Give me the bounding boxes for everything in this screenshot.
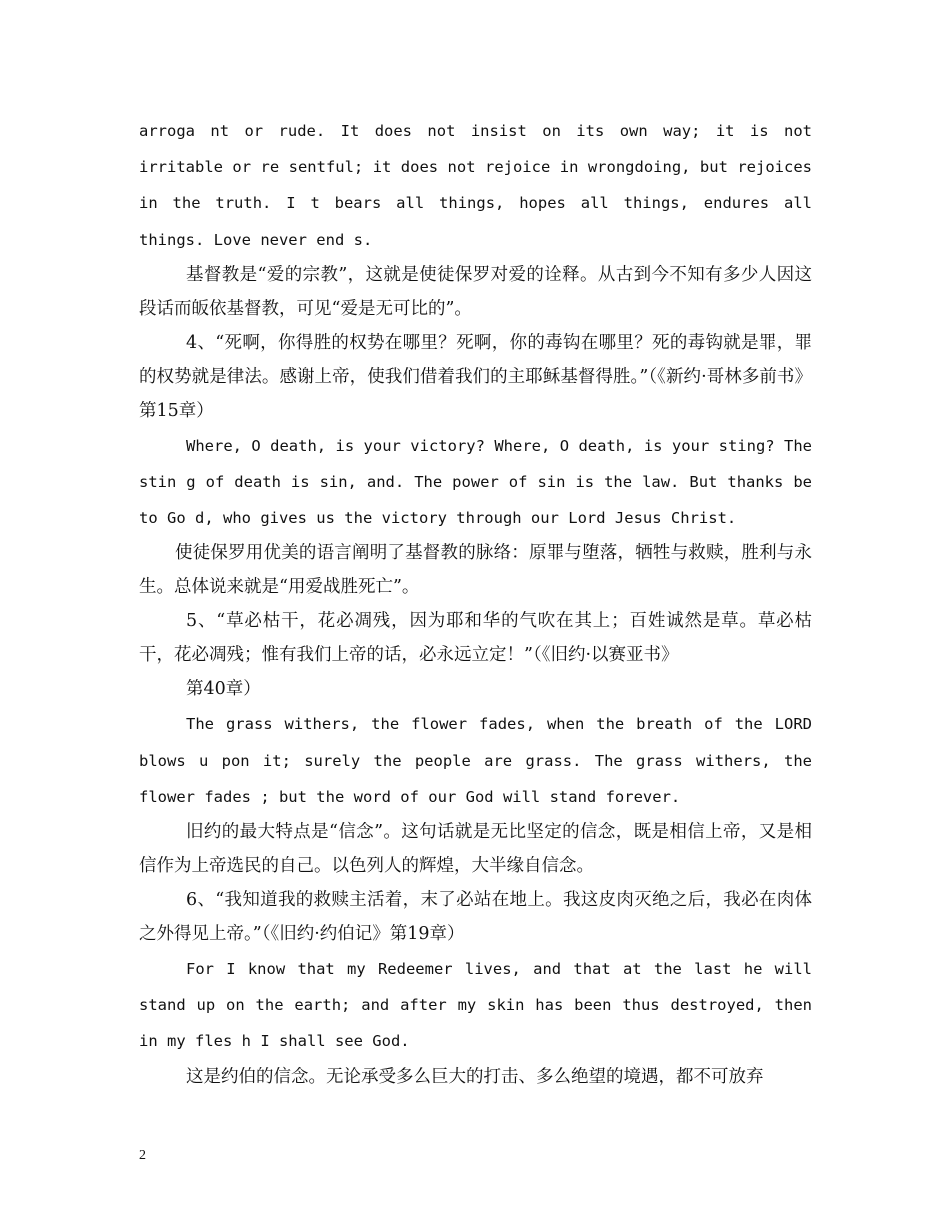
page-body bbox=[139, 113, 812, 1094]
chinese-quote-6: 6、“我知道我的救赎主活着，末了必站在地上。我这皮肉灭绝之后，我必在肉体之外得见上帝。”（《旧约·约伯记》第19章） bbox=[139, 890, 812, 945]
chinese-paragraph: 使徒保罗用优美的语言阐明了基督教的脉络：原罪与堕落，牺牲与救赎，胜利与永生。总体说来就是“用爱战胜死亡”。 bbox=[139, 543, 812, 598]
english-quote-4: Where, O death, is your victory? Where, O death, is your sting? The stin g of death is sin, and. The power of sin is the law. But thanks be to Go d, who gives us the victory through our Lord Jesus Christ. bbox=[139, 436, 812, 528]
chinese-paragraph: 旧约的最大特点是“信念”。这句话就是无比坚定的信念，既是相信上帝，又是相信作为上帝选民的自己。以色列人的辉煌，大半缘自信念。 bbox=[139, 822, 812, 877]
page-number: 2 bbox=[139, 1148, 146, 1163]
english-paragraph: arroga nt or rude. It does not insist on its own way; it is not irritable or re sentful; it does not rejoice in wrongdoing, but rejoices in the truth. I t bears all things, hopes all things, endures all things. Love never end s. bbox=[139, 122, 812, 249]
chinese-quote-4: 4、“死啊，你得胜的权势在哪里？死啊，你的毒钩在哪里？死的毒钩就是罪，罪的权势就是律法。感谢上帝，使我们借着我们的主耶稣基督得胜。”（《新约·哥林多前书》第15章） bbox=[139, 332, 812, 421]
chinese-paragraph: 这是约伯的信念。无论承受多么巨大的打击、多么绝望的境遇，都不可放弃 bbox=[186, 1066, 764, 1087]
chinese-quote-5: 5、“草必枯干，花必凋残，因为耶和华的气吹在其上；百姓诚然是草。草必枯干，花必凋残；惟有我们上帝的话，必永远立定！”（《旧约·以赛亚书》 bbox=[139, 611, 812, 666]
english-quote-5: The grass withers, the flower fades, when the breath of the LORD blows u pon it; surely the people are grass. The grass withers, the flower fades ; but the word of our God will stand forever. bbox=[139, 715, 812, 806]
english-quote-6: For I know that my Redeemer lives, and that at the last he will stand up on the earth; and after my skin has been thus destroyed, then in my fles h I shall see God. bbox=[139, 960, 812, 1051]
chinese-paragraph: 基督教是“爱的宗教”，这就是使徒保罗对爱的诠释。从古到今不知有多少人因这段话而皈依基督教，可见“爱是无可比的”。 bbox=[139, 264, 812, 319]
chapter-reference: 第40章） bbox=[186, 679, 261, 700]
